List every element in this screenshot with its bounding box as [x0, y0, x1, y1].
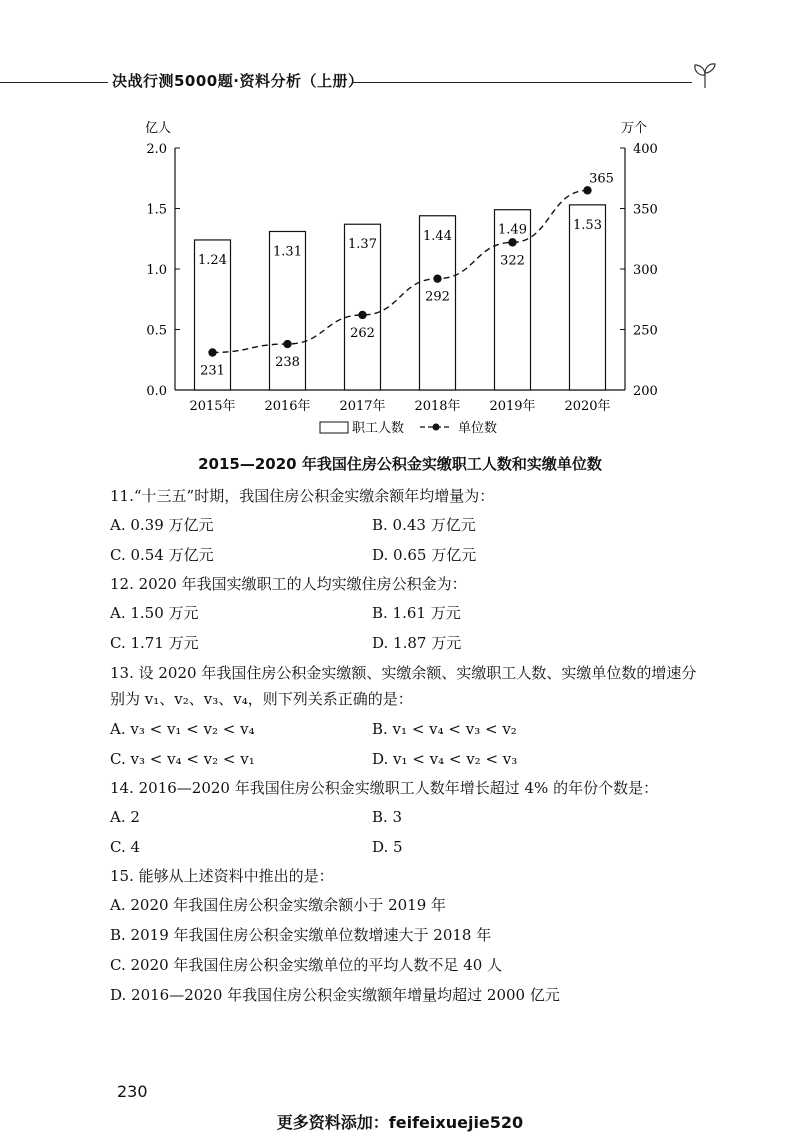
option-a[interactable]: A. 1.50 万元: [110, 604, 199, 622]
question-stem: 14. 2016—2020 年我国住房公积金实缴职工人数年增长超过 4% 的年份个数是：: [110, 779, 659, 797]
x-tick-label: 2019年: [489, 399, 536, 414]
option-row: [110, 540, 710, 570]
footer-note: 更多资料添加：feifeixuejie520: [276, 1113, 524, 1132]
bar-value-label: 1.24: [198, 252, 227, 268]
option-c[interactable]: C. 2020 年我国住房公积金实缴单位的平均人数不足 40 人: [110, 956, 503, 974]
question-11: [110, 482, 710, 570]
book-title: 决战行测5000题·资料分析（上册）: [112, 72, 364, 90]
option-b[interactable]: B. 2019 年我国住房公积金实缴单位数增速大于 2018 年: [110, 926, 492, 944]
left-axis-unit: 亿人: [145, 121, 172, 136]
chart-container: [100, 110, 700, 450]
question-stem: 15. 能够从上述资料中推出的是：: [110, 867, 334, 885]
option-c[interactable]: C. v₃ < v₄ < v₂ < v₁: [110, 750, 255, 768]
option-a[interactable]: A. 0.39 万亿元: [110, 516, 214, 534]
left-tick-label: 2.0: [146, 142, 167, 157]
question-12: [110, 570, 710, 658]
x-tick-label: 2016年: [264, 399, 311, 414]
running-header: [0, 60, 800, 100]
legend-bar-label: 职工人数: [352, 421, 405, 436]
x-tick-label: 2015年: [189, 399, 236, 414]
option-d[interactable]: D. 2016—2020 年我国住房公积金实缴额年增量均超过 2000 亿元: [110, 986, 560, 1004]
option-a[interactable]: A. v₃ < v₁ < v₂ < v₄: [110, 720, 255, 738]
bar-value-label: 1.53: [573, 217, 602, 233]
option-b[interactable]: B. v₁ < v₄ < v₃ < v₂: [372, 720, 517, 738]
right-tick-label: 350: [633, 202, 658, 218]
option-row: [110, 802, 710, 832]
option-a[interactable]: A. 2020 年我国住房公积金实缴余额小于 2019 年: [110, 896, 447, 914]
line-value-label: 262: [350, 325, 375, 341]
option-b[interactable]: B. 1.61 万元: [372, 604, 461, 622]
left-tick-label: 1.0: [146, 263, 167, 278]
legend-line-marker: [433, 424, 440, 431]
left-tick-label: 0.5: [146, 323, 167, 339]
option-row: [110, 628, 710, 658]
chart-svg: [100, 110, 700, 450]
option-c[interactable]: C. 1.71 万元: [110, 634, 199, 652]
option-b[interactable]: B. 3: [372, 808, 403, 826]
option-row: [110, 744, 710, 774]
question-13: [110, 658, 710, 774]
option-row: [110, 714, 710, 744]
question-stem: 11.“十三五”时期，我国住房公积金实缴余额年均增量为：: [110, 487, 495, 505]
right-tick-label: 300: [633, 263, 658, 278]
right-tick-label: 250: [633, 323, 658, 339]
line-point: [508, 238, 516, 246]
header-rule-right: [352, 82, 692, 83]
bar-value-label: 1.37: [348, 237, 377, 253]
line-value-label: 292: [425, 289, 450, 305]
line-value-label: 365: [589, 171, 614, 187]
series-line-units: [213, 190, 588, 352]
left-tick-label: 0.0: [146, 384, 167, 399]
question-list: [110, 482, 710, 1010]
x-tick-label: 2020年: [564, 399, 611, 414]
option-d[interactable]: D. v₁ < v₄ < v₂ < v₃: [372, 750, 518, 768]
legend-line-label: 单位数: [458, 421, 498, 436]
option-row: [110, 598, 710, 628]
right-tick-label: 400: [633, 142, 658, 157]
right-tick-label: 200: [633, 384, 658, 399]
option-d[interactable]: D. 0.65 万亿元: [372, 546, 477, 564]
question-14: [110, 774, 710, 862]
line-point: [433, 274, 441, 282]
question-stem: 13. 设 2020 年我国住房公积金实缴额、实缴余额、实缴职工人数、实缴单位数的增速分别为 v₁、v₂、v₃、v₄，则下列关系正确的是：: [110, 664, 697, 708]
right-axis-unit: 万个: [621, 121, 648, 136]
bar-value-label: 1.31: [273, 244, 302, 260]
page-number: 230: [117, 1082, 148, 1101]
option-d[interactable]: D. 5: [372, 838, 403, 856]
line-point: [283, 340, 291, 348]
question-stem: 12. 2020 年我国实缴职工的人均实缴住房公积金为：: [110, 575, 467, 593]
line-point: [208, 348, 216, 356]
option-c[interactable]: C. 0.54 万亿元: [110, 546, 214, 564]
x-tick-label: 2017年: [339, 399, 386, 414]
line-value-label: 322: [500, 253, 525, 269]
option-a[interactable]: A. 2: [110, 808, 140, 826]
bar-value-label: 1.49: [498, 222, 527, 238]
question-15: [110, 862, 710, 1010]
line-value-label: 238: [275, 355, 300, 371]
sprout-icon: [690, 60, 720, 90]
x-tick-label: 2018年: [414, 399, 461, 414]
line-point: [583, 186, 591, 194]
left-tick-label: 1.5: [146, 202, 167, 218]
bar-value-label: 1.44: [423, 228, 452, 244]
legend-bar-swatch: [320, 422, 348, 433]
header-rule-left: [0, 82, 108, 83]
option-row: [110, 510, 710, 540]
option-c[interactable]: C. 4: [110, 838, 141, 856]
option-b[interactable]: B. 0.43 万亿元: [372, 516, 476, 534]
option-row: [110, 832, 710, 862]
chart-title: 2015—2020 年我国住房公积金实缴职工人数和实缴单位数: [198, 455, 602, 473]
line-value-label: 231: [200, 363, 225, 379]
option-d[interactable]: D. 1.87 万元: [372, 634, 462, 652]
line-point: [358, 311, 366, 319]
